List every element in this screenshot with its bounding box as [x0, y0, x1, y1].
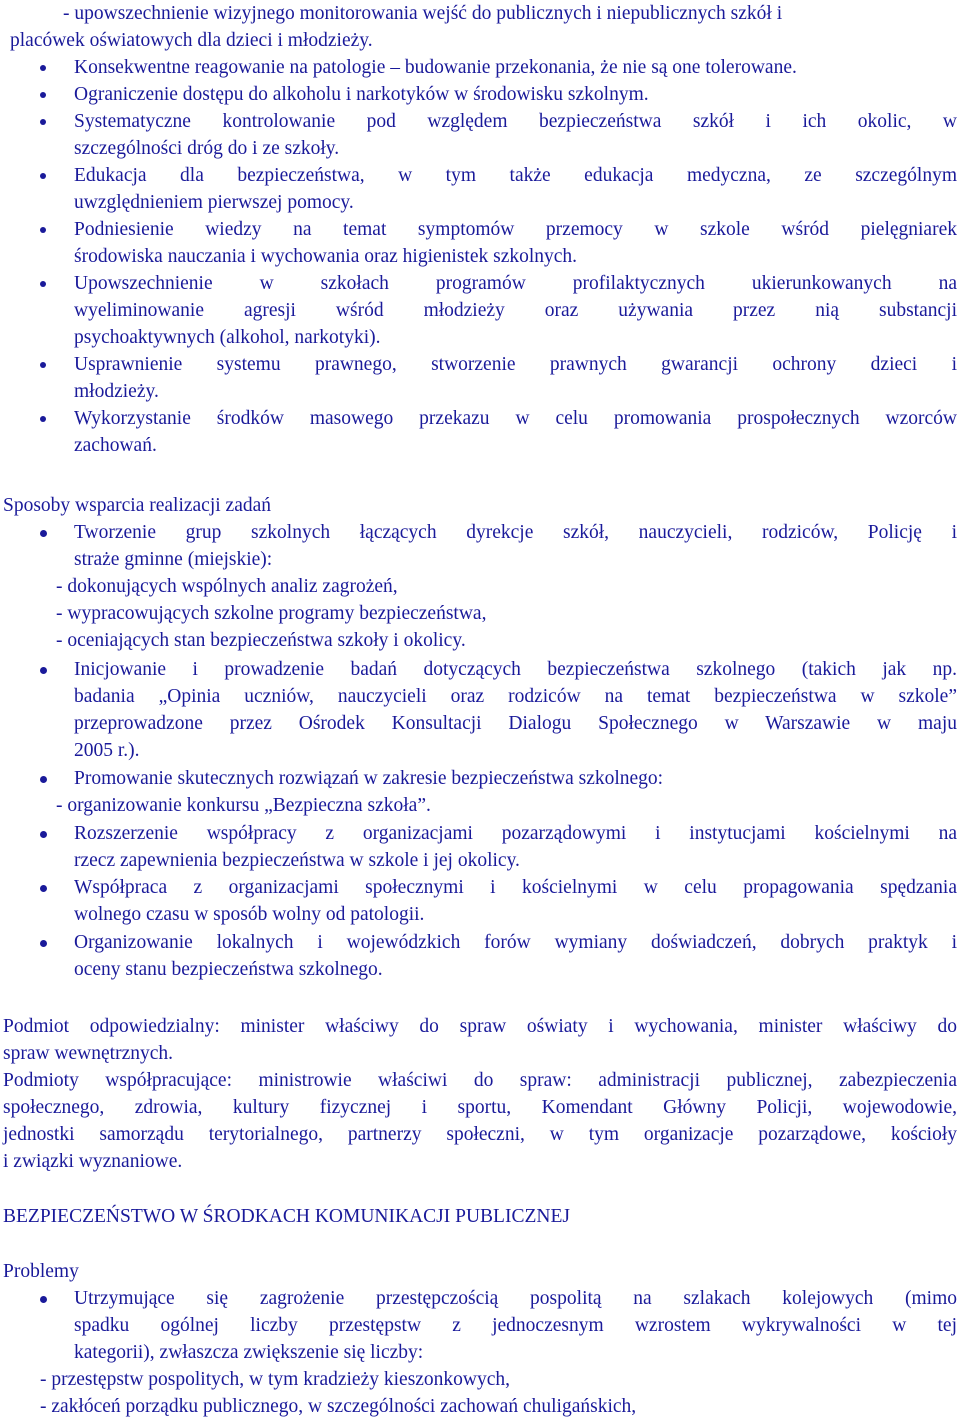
support-heading: Sposoby wsparcia realizacji zadań: [3, 495, 272, 516]
support-bullet-1: [74, 519, 957, 546]
support-b4-line-2: rzecz zapewnienia bezpieczeństwa w szkole i jej okolicy.: [74, 850, 520, 871]
cooperating-line-3: jednostki samorządu terytorialnego, partnerzy społeczni, w tym organizacje pozarządowe, kościoły: [3, 1124, 957, 1145]
bullet-icon: [40, 776, 47, 783]
problem-b1-line-1: Utrzymujące się zagrożenie przestępczością pospolitą na szlakach kolejowych (mimo: [74, 1288, 957, 1309]
top-bullet-3-line-1: [74, 108, 957, 135]
problem-bullet-1: [74, 1285, 957, 1339]
responsible-line-1: Podmiot odpowiedzialny: minister właściwy do spraw oświaty i wychowania, minister właściwy do: [3, 1016, 957, 1037]
support-b1-dash-1: - dokonujących wspólnych analiz zagrożeń,: [56, 576, 398, 597]
cooperating-line-2: społecznego, zdrowia, kultury fizycznej i sportu, Komendant Główny Policji, wojewodowie,: [3, 1097, 957, 1118]
bullet-icon: [40, 92, 46, 98]
support-bullet-5: [74, 874, 957, 901]
top-bullet-line: Usprawnienie systemu prawnego, stworzenie prawnych gwarancji ochrony dzieci i: [74, 354, 957, 375]
problems-heading: Problemy: [3, 1261, 79, 1282]
top-bullet-line: Wykorzystanie środków masowego przekazu w celu promowania prospołecznych wzorców: [74, 408, 957, 429]
support-b3-dash-1: - organizowanie konkursu „Bezpieczna szkoła”.: [56, 795, 431, 816]
top-bullet-6-line-2: [74, 297, 957, 324]
section-title: BEZPIECZEŃSTWO W ŚRODKACH KOMUNIKACJI PUBLICZNEJ: [3, 1206, 570, 1227]
bullet-icon: [40, 227, 46, 233]
bullet-icon: [40, 362, 46, 368]
support-bullet-4: [74, 820, 957, 847]
cooperating-line-4: i związki wyznaniowe.: [3, 1151, 183, 1172]
cooperating-line-1: Podmioty współpracujące: ministrowie właściwi do spraw: administracji publicznej, zabezpieczenia: [3, 1070, 957, 1091]
top-bullet-4-line-1: [74, 162, 957, 189]
problem-b1-line-2: spadku ogólnej liczby przestępstw z jednoczesnym wzrostem wykrywalności w tej: [74, 1315, 957, 1336]
cooperating-paragraph: [3, 1067, 957, 1148]
support-b6-line-1: Organizowanie lokalnych i wojewódzkich forów wymiany doświadczeń, dobrych praktyk i: [74, 932, 957, 953]
problem-b1-line-3: kategorii), zwłaszcza zwiększenie się liczby:: [74, 1342, 424, 1363]
support-b2-line-2: badania „Opinia uczniów, nauczycieli oraz rodziców na temat bezpieczeństwa w szkole”: [74, 686, 957, 707]
support-b1-line-2: straże gminne (miejskie):: [74, 549, 273, 570]
top-bullet-7-line-2: młodzieży.: [74, 381, 159, 402]
top-bullet-line: wyeliminowanie agresji wśród młodzieży oraz używania przez nią substancji: [74, 300, 957, 321]
top-bullet-line: Upowszechnienie w szkołach programów profilaktycznych ukierunkowanych na: [74, 273, 957, 294]
bullet-icon: [40, 667, 47, 674]
bullet-icon: [40, 831, 47, 838]
top-bullet-8-line-1: [74, 405, 957, 432]
problem-b1-dash-2: - zakłóceń porządku publicznego, w szczególności zachowań chuligańskich,: [40, 1396, 637, 1417]
responsible-line-2: spraw wewnętrznych.: [3, 1043, 174, 1064]
support-b1-dash-2: - wypracowujących szkolne programy bezpieczeństwa,: [56, 603, 487, 624]
top-bullet-6-line-3: psychoaktywnych (alkohol, narkotyki).: [74, 327, 381, 348]
bullet-icon: [40, 416, 46, 422]
bullet-icon: [40, 281, 46, 287]
problem-b1-dash-1: - przestępstw pospolitych, w tym kradzieży kieszonkowych,: [40, 1369, 511, 1390]
support-b4-line-1: Rozszerzenie współpracy z organizacjami pozarządowymi i instytucjami kościelnymi na: [74, 823, 957, 844]
top-bullet-8-line-2: zachowań.: [74, 435, 157, 456]
bullet-icon: [40, 119, 46, 125]
top-bullet-line: Podniesienie wiedzy na temat symptomów przemocy w szkole wśród pielęgniarek: [74, 219, 957, 240]
top-bullet-5-line-1: [74, 216, 957, 243]
bullet-icon: [40, 530, 47, 537]
top-bullet-6-line-1: [74, 270, 957, 297]
support-b3-line-1: Promowanie skutecznych rozwiązań w zakresie bezpieczeństwa szkolnego:: [74, 768, 664, 789]
bullet-icon: [40, 173, 46, 179]
top-bullet-3-line-2: szczególności dróg do i ze szkoły.: [74, 138, 340, 159]
support-b2-line-3: przeprowadzone przez Ośrodek Konsultacji Dialogu Społecznego w Warszawie w maju: [74, 713, 957, 734]
intro-dash-line-2: placówek oświatowych dla dzieci i młodzieży.: [10, 30, 373, 51]
top-bullet-1-line-1: Konsekwentne reagowanie na patologie – budowanie przekonania, że nie są one tolerowane.: [74, 57, 797, 78]
top-bullet-5-line-2: środowiska nauczania i wychowania oraz higienistek szkolnych.: [74, 246, 578, 267]
bullet-icon: [40, 1296, 47, 1303]
responsible-paragraph: [3, 1013, 957, 1040]
top-bullet-line: Edukacja dla bezpieczeństwa, w tym także edukacja medyczna, ze szczególnym: [74, 165, 957, 186]
support-b1-line-1: Tworzenie grup szkolnych łączących dyrekcje szkół, nauczycieli, rodziców, Policję i: [74, 522, 957, 543]
support-b6-line-2: oceny stanu bezpieczeństwa szkolnego.: [74, 959, 383, 980]
top-bullet-4-line-2: uwzględnieniem pierwszej pomocy.: [74, 192, 354, 213]
top-bullet-line: Systematyczne kontrolowanie pod względem bezpieczeństwa szkół i ich okolic, w: [74, 111, 957, 132]
bullet-icon: [40, 885, 47, 892]
bullet-icon: [40, 65, 46, 71]
top-bullet-2-line-1: Ograniczenie dostępu do alkoholu i narkotyków w środowisku szkolnym.: [74, 84, 649, 105]
bullet-icon: [40, 940, 47, 947]
intro-dash-line-1: - upowszechnienie wizyjnego monitorowania wejść do publicznych i niepublicznych szkół i: [63, 3, 783, 24]
support-b2-line-1: Inicjowanie i prowadzenie badań dotyczących bezpieczeństwa szkolnego (takich jak np.: [74, 659, 957, 680]
top-bullet-7-line-1: [74, 351, 957, 378]
support-b5-line-1: Współpraca z organizacjami społecznymi i kościelnymi w celu propagowania spędzania: [74, 877, 957, 898]
support-b5-line-2: wolnego czasu w sposób wolny od patologii.: [74, 904, 425, 925]
support-b1-dash-3: - oceniających stan bezpieczeństwa szkoły i okolicy.: [56, 630, 466, 651]
support-bullet-2: [74, 656, 957, 737]
support-bullet-6: [74, 929, 957, 956]
support-b2-line-4: 2005 r.).: [74, 740, 140, 761]
